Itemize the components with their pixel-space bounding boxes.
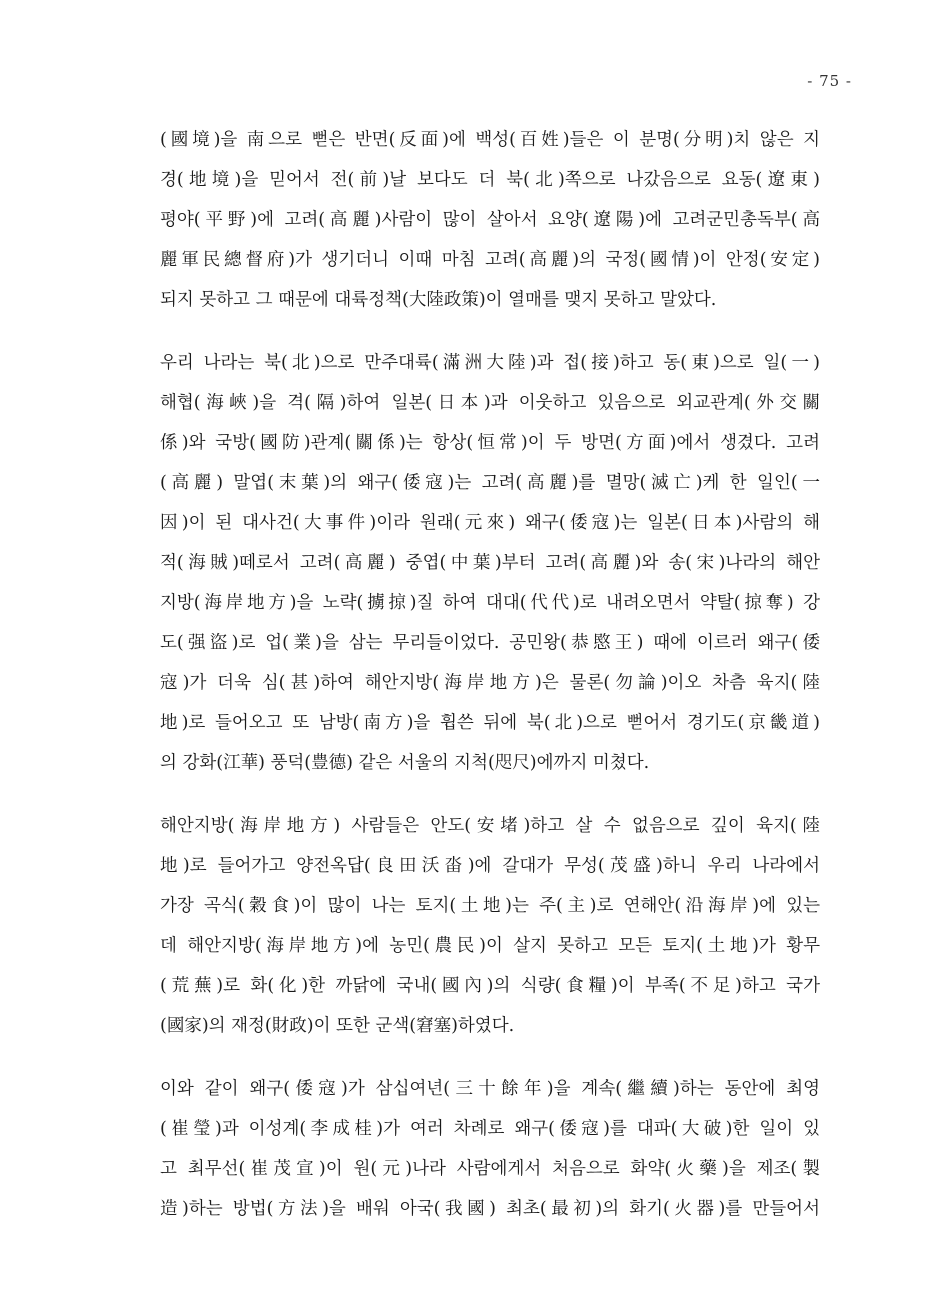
- text-line: 도(强盜)로 업(業)을 삼는 무리들이었다. 공민왕(恭愍王) 때에 이르러 왜구(倭: [160, 633, 820, 653]
- text-line: 평야(平野)에 고려(高麗)사람이 많이 살아서 요양(遼陽)에 고려군민총독부(高: [160, 210, 820, 230]
- text-line: 이와 같이 왜구(倭寇)가 삼십여년(三十餘年)을 계속(繼續)하는 동안에 최영: [160, 1079, 820, 1099]
- text-line: (崔瑩)과 이성계(李成桂)가 여러 차례로 왜구(倭寇)를 대파(大破)한 일이 있: [160, 1119, 820, 1139]
- text-line: 因)이 된 대사건(大事件)이라 원래(元來) 왜구(倭寇)는 일본(日本)사람의 해: [160, 513, 820, 533]
- text-line: (荒蕪)로 화(化)한 까닭에 국내(國內)의 식량(食糧)이 부족(不足)하고 국가: [160, 976, 820, 996]
- text-line: 고 최무선(崔茂宣)이 원(元)나라 사람에게서 처음으로 화약(火藥)을 제조(製: [160, 1159, 820, 1179]
- text-line: 해안지방(海岸地方) 사람들은 안도(安堵)하고 살 수 없음으로 깊이 육지(陸: [160, 816, 820, 836]
- text-line: 경(地境)을 믿어서 전(前)날 보다도 더 북(北)쪽으로 나갔음으로 요동(遼東): [160, 170, 820, 190]
- text-line: 造)하는 방법(方法)을 배워 아국(我國) 최초(最初)의 화기(火器)를 만들어서: [160, 1199, 820, 1219]
- text-line: 地)로 들어오고 또 남방(南方)을 휩쓴 뒤에 북(北)으로 뻗어서 경기도(京畿道): [160, 713, 820, 733]
- text-line: (國家)의 재정(財政)이 또한 군색(窘塞)하였다.: [160, 1016, 515, 1036]
- page-body: [160, 120, 820, 1252]
- page-number: - 75 -: [807, 72, 852, 90]
- text-line: (國境)을 南으로 뻗은 반면(反面)에 백성(百姓)들은 이 분명(分明)치 않은 지: [160, 130, 820, 150]
- text-line: 의 강화(江華) 풍덕(豊德) 같은 서울의 지척(咫尺)에까지 미쳤다.: [160, 753, 650, 773]
- text-line: 가장 곡식(穀食)이 많이 나는 토지(土地)는 주(主)로 연해안(沿海岸)에 있는: [160, 896, 820, 916]
- text-line: 데 해안지방(海岸地方)에 농민(農民)이 살지 못하고 모든 토지(土地)가 황무: [160, 936, 820, 956]
- paragraph-2: [160, 343, 820, 783]
- paragraph-4: [160, 1069, 820, 1229]
- paragraph-1: [160, 120, 820, 320]
- text-line: 적(海賊)떼로서 고려(高麗) 중엽(中葉)부터 고려(高麗)와 송(宋)나라의 해안: [160, 553, 820, 573]
- text-line: 係)와 국방(國防)관계(關係)는 항상(恒常)이 두 방면(方面)에서 생겼다. 고려: [160, 433, 820, 453]
- text-line: 寇)가 더욱 심(甚)하여 해안지방(海岸地方)은 물론(勿論)이오 차츰 육지(陸: [160, 673, 820, 693]
- text-line: 되지 못하고 그 때문에 대륙정책(大陸政策)이 열매를 맺지 못하고 말았다.: [160, 290, 717, 310]
- text-line: 지방(海岸地方)을 노략(擄掠)질 하여 대대(代代)로 내려오면서 약탈(掠奪) 강: [160, 593, 820, 613]
- text-line: (高麗) 말엽(末葉)의 왜구(倭寇)는 고려(高麗)를 멸망(滅亡)케 한 일인(一: [160, 473, 820, 493]
- text-line: 우리 나라는 북(北)으로 만주대륙(滿洲大陸)과 접(接)하고 동(東)으로 일(一): [160, 353, 820, 373]
- text-line: 地)로 들어가고 양전옥답(良田沃畓)에 갈대가 무성(茂盛)하니 우리 나라에서: [160, 856, 820, 876]
- text-line: 해협(海峽)을 격(隔)하여 일본(日本)과 이웃하고 있음으로 외교관계(外交關: [160, 393, 820, 413]
- text-line: 麗軍民總督府)가 생기더니 이때 마침 고려(高麗)의 국정(國情)이 안정(安定): [160, 250, 820, 270]
- paragraph-3: [160, 806, 820, 1046]
